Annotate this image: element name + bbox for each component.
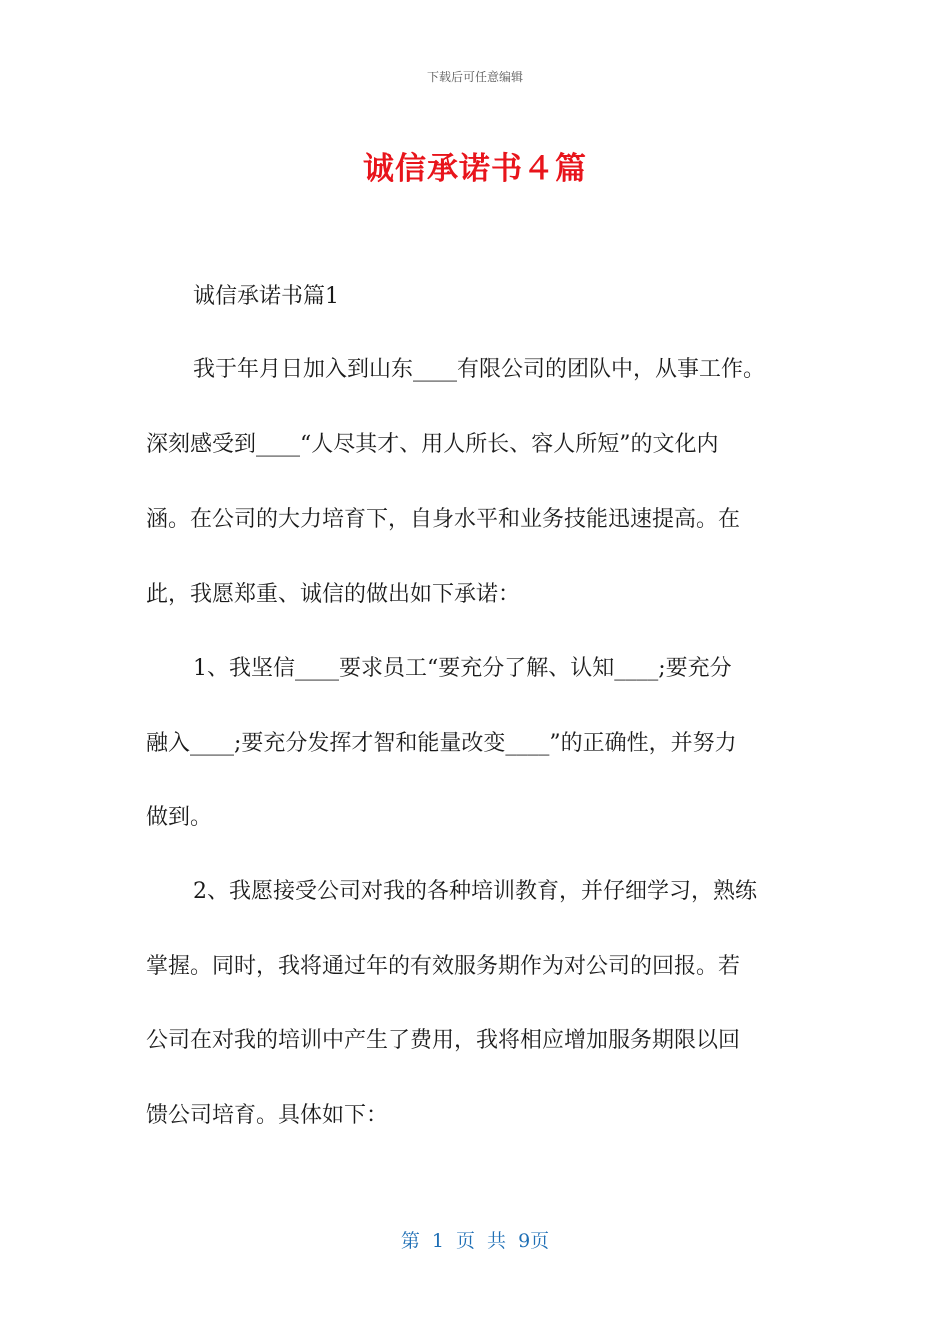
paragraph-line: 涵。在公司的大力培育下，自身水平和业务技能迅速提高。在 [146,507,741,532]
paragraph-line: 馈公司培育。具体如下： [146,1103,389,1128]
page-indicator: 第 1 页 共 9页 [400,1230,550,1252]
paragraph-line: 做到。 [146,805,213,830]
document-title: 诚信承诺书４篇 [363,151,587,187]
paragraph-line: 1、我坚信____要求员工“要充分了解、认知____;要充分 [193,656,732,681]
paragraph-line: 深刻感受到____“人尽其才、用人所长、容人所短”的文化内 [146,432,719,457]
paragraph-line: 公司在对我的培训中产生了费用，我将相应增加服务期限以回 [146,1028,741,1053]
paragraph-line: 2、我愿接受公司对我的各种培训教育，并仔细学习，熟练 [193,879,757,904]
paragraph-line: 此，我愿郑重、诚信的做出如下承诺： [146,582,521,607]
section-heading: 诚信承诺书篇1 [193,284,339,309]
paragraph-line: 融入____;要充分发挥才智和能量改变____”的正确性，并努力 [146,731,737,756]
paragraph-line: 我于年月日加入到山东____有限公司的团队中，从事工作。 [193,357,766,382]
header-note: 下载后可任意编辑 [426,70,523,84]
paragraph-line: 掌握。同时，我将通过年的有效服务期作为对公司的回报。若 [146,954,741,979]
